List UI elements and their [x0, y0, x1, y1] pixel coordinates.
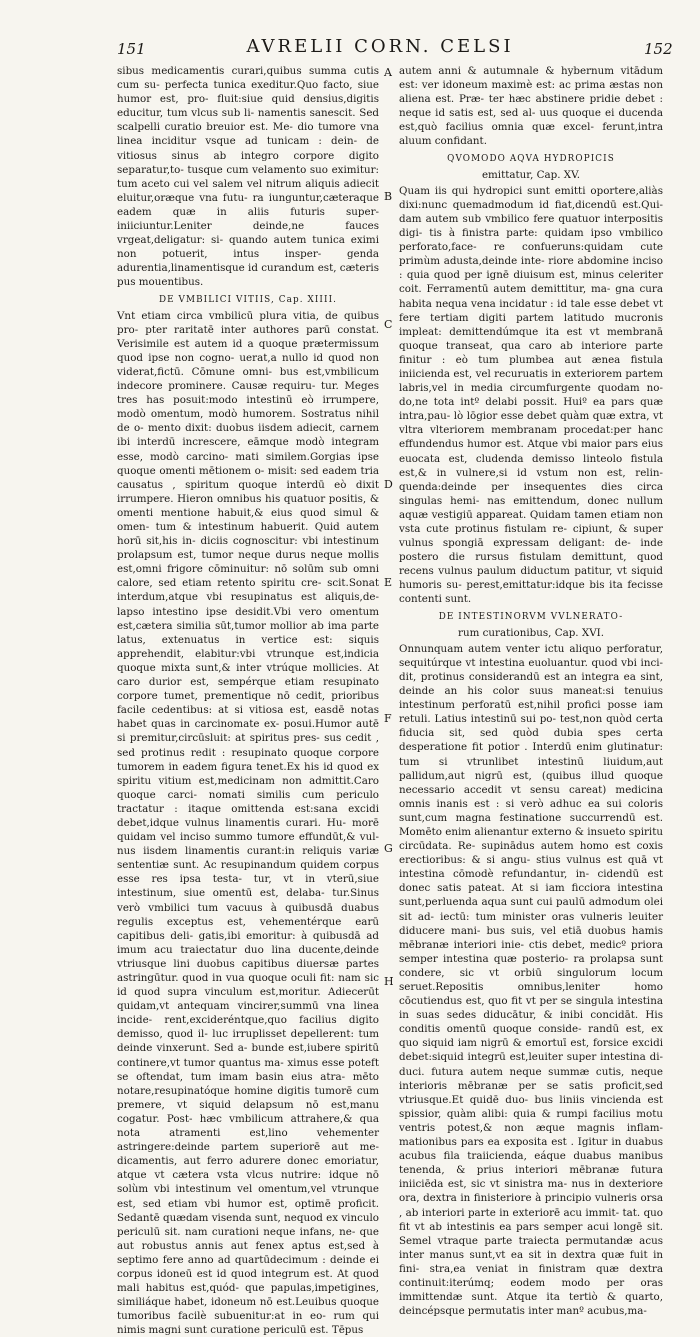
chapter-heading	[117, 293, 379, 307]
margin-letter-c: C	[384, 318, 393, 331]
body-paragraph: Onnunquam autem venter ictu aliquo perforatur, sequitúrque vt intestina euoluantur. quod vbi inci- dit, protinus considerandū est an integra ea sint, deinde an his color suus maneat:si tenuius intestinum perforatū est,nihil profici posse iam retuli. Latius intestinū sui po- test,non quòd certa fiducia sit, sed quòd dubia spes certa desperatione fit potior . Interdū enim glutinatur: tum si vtrunlibet intestinū liuidum,aut pallidum,aut nigrū est, (quibus illud quoque necessario accedit vt sensu careat) medicina omnis inanis est : si verò adhuc ea sui coloris sunt,cum magna festinatione succurrendū est. Momēto enim alienantur externo & insueto spiritu circūdata. Re- supinādus autem homo est coxis erectioribus: & si angu- stius vulnus est quā vt intestina cōmodè refundantur, in- cidendū est donec satis pateat. At si iam ficciora intestina sunt,perluenda aqua sunt cui paulū admodum olei sit ad- iectū: tum minister oras vulneris leuiter diducere mani- bus suis, vel etiā duobus hamis mēbranæ interiori inie- ctis debet, medicº priora semper intestina quæ posterio- ra prolapsa sunt condere, sic vt orbiū singulorum locum seruet.Repositis omnibus,leniter homo cōcutiendus est, quo fit vt per se singula intestina in suas sedes diducātur, & inibi concidāt. His conditis omentū quoque conside- randū est, ex quo siquid iam nigrū & emortuī est, forsice excidi debet:siquid integrū est,leuiter super intestina di- duci. futura autem neque summæ cutis, neque interioris mēbranæ per se satis proficit,sed vtriusque.Et quidē duo- bus liniis vincienda est spissior, quàm alibi: quia & rumpi facilius motu ventris potest,& non æque magnis inflam- mationibus pars ea exposita est . Igitur in duabus acubus fila traiicienda, eáque duabus manibus tenenda, & prius interiori mēbranæ futura iniiciēda est, sic vt sinistra ma- nus in dexteriore ora, dextra in finisteriore à principio vulneris orsa , ab interiori parte in exteriorē acu immit- tat. quo fit vt ab intestinis ea pars semper acui longē sit. Semel vtraque parte traiecta permutandæ acus inter manus sunt,vt ea sit in dextra quæ fuit in fini- stra,ea veniat in finistram quæ dextra continuit:iterúmq; eodem modo per oras immittendæ sunt. Atque ita tertiò & quarto, deincépsque permutatis inter manº acubus,ma-	[399, 642, 663, 1318]
body-paragraph: sibus medicamentis curari,quibus summa cutis cum su- perfecta tunica exeditur.Quo facto, siue humor est, pro- fluit:siue quid densius,digitis educitur, tum vlcus sub li- namentis sanescit. Sed scalpelli curatio breuior est. Me- dio tumore vna linea inciditur vsque ad tunicam : dein- de vitiosus sinus ab integro corpore digito separatur,to- tusque cum velamento suo eximitur: tum aceto cui vel salem vel nitrum aliquis adiecit eluitur,oræque vna futu- ra iunguntur,cæteraque eadem quæ in aliis futuris super- iniiciuntur.Leniter deinde,ne fauces vrgeat,deligatur: si- quando autem tunica eximi non potuerit, intus insper- genda adurentia,linamentisque id curandum est, cæteris pus mouentibus.	[117, 65, 379, 289]
margin-letter-a: A	[384, 66, 392, 79]
right-column	[399, 64, 663, 1318]
body-paragraph: Vnt etiam circa vmbilicū plura vitia, de quibus pro- pter raritatē inter authores parū constat. Verisimile est autem id a quoque prætermissum quod ipse non cogno- uerat,a nullo id quod non viderat,fictū. Cōmune omni- bus est,vmbilicum indecore prominere. Causæ requiru- tur. Meges tres has posuit:modo intestinū eò irrumpere, modò omentum, modò humorem. Sostratus nihil de o- mento dixit: duobus iisdem adiecit, carnem ibi interdū increscere, eāmque modò integram esse, modò carcino- mati similem.Gorgias ipse quoque omenti mētionem o- misit: sed eadem tria causatus , spiritum quoque interdū eò dixit irrumpere. Hieron omnibus his quatuor positis, & omenti mentione habuit,& eius quod simul & omen- tum & intestinum habuerit. Quid autem horū sit,his in- diciis cognoscitur: vbi intestinum prolapsum est, tumor neque durus neque mollis est,omni frigore cōminuitur: nō solūm sub omni calore, sed etiam retento spiritu cre- scit.Sonat interdum,atque vbi resupinatus est aliquis,de- lapso intestino ipse desidit.Vbi vero omentum est,cætera similia sūt,tumor mollior ab ima parte latus, extenuatus in vertice est: siquis apprehendit, elabitur:vbi vtrunque est,indicia quoque mixta sunt,& inter vtrúque mollicies. At caro durior est, sempérque etiam resupinato corpore tumet, prementique nō cedit, prioribus facile cedentibus: at si vitiosa est, easdē notas habet quas in carcinomate ex- posui.Humor autē si premitur,circūsluit: at spiritus pres- sus cedit , sed protinus redit : resupinato quoque corpore tumorem in eadem figura tenet.Ex his id quod ex spiritu vitium est,medicinam non admittit.Caro quoque carci- nomati similis cum periculo tractatur : itaque omittenda est:sana excidi debet,idque vulnus linamentis curari. Hu- morē quidam vel inciso summo tumore effundūt,& vul- nus iisdem linamentis curant:in reliquis variæ sententiæ sunt. Ac resupinandum quidem corpus esse res ipsa testa- tur, vt in vterū,siue intestinum, siue omentū est, delaba- tur.Sinus verò vmbilici tum vacuus à quibusdā duabus regulis exceptus est, vehementérque earū capitibus deli- gatis,ibi emoritur: à quibusdā ad imum acu traiectatur duo lina ducente,deinde vtriusque lini duobus capitibus diuersæ partes astringūtur. quod in vua quoque oculi fit: nam sic id quod supra vinculum est,moritur. Adiecerūt quidam,vt antequam vincirer,summū vna linea incide- rent,excideréntque,quo facilius digito demisso, quod il- luc irruplisset depellerent: tum deinde vinxerunt. Sed a- bunde est,iubere spiritū continere,vt tumor quantus ma- ximus esse poteft se oftendat, tum imam basin eius atra- mēto notare,resupinatóque homine digitis tumorē cum premere, vt siquid delapsum nō est,manu cogatur. Post- hæc vmbilicum attrahere,& qua nota atramenti est,lino vehementer astringere:deinde partem superiorē aut me- dicamentis, aut ferro adurere donec emoriatur, atque vt cætera vsta vlcus nutrire: idque nō solùm vbi intestinum vel omentum,vel vtrunque est, sed etiam vbi humor est, optimē proficit. Sedantē quædam visenda sunt, nequod ex vinculo periculū sit. nam curationi neque infans, ne- que aut robustus annis aut fenex aptus est,sed à septimo fere anno ad quartūdecimum : deinde ei corpus idoneū est id quod integrum est. At quod mali habitus est,quód- que papulas,impetigines, similiáque habet, idoneum nō est.Leuibus quoque tumoribus facilè subuenitur:at in eo- rum qui nimis magni sunt curatione periculū est. Tēpus	[117, 309, 379, 1337]
chapter-subtitle	[399, 168, 663, 182]
running-title: AVRELII CORN. CELSI	[246, 36, 514, 57]
page-number-left: 151	[117, 40, 146, 58]
chapter-title: DE INTESTINORVM VVLNERATO-	[438, 611, 624, 622]
chapter-subtitle-text: rum curationibus,	[458, 626, 552, 639]
margin-letter-g: G	[384, 842, 393, 855]
chapter-number: Cap. XIIII.	[278, 294, 338, 305]
page-number-right: 152	[644, 40, 673, 58]
margin-letter-e: E	[384, 576, 393, 589]
margin-letter-d: D	[384, 478, 393, 491]
chapter-title: QVOMODO AQVA HYDROPICIS	[447, 153, 615, 164]
chapter-subtitle-text: emittatur,	[481, 168, 534, 181]
margin-letter-b: B	[384, 190, 393, 203]
chapter-title: DE VMBILICI VITIIS,	[158, 294, 275, 305]
chapter-number: Cap. XVI.	[554, 626, 604, 639]
body-paragraph: Quam iis qui hydropici sunt emitti oportere,aliàs dixi:nunc quemadmodum id fiat,dicendū est.Qui- dam autem sub vmbilico fere quatuor interpositis digi- tis à finistra parte: quidam ipso vmbilico perforato,face- re confueruns:quidam cute primùm adusta,deinde inte- riore abdomine inciso : quia quod per ignē diuisum est, minus celeriter coit. Ferramentū autem demittitur, ma- gna cura habita nequa vena incidatur : id tale esse debet vt fere tertiam digiti partem latitudo mucronis impleat: demittendúmque ita est vt membranā quoque transeat, qua caro ab interiore parte finitur : eò tum plumbea aut ænea fistula iniicienda est, vel recuruatis in exteriorem partem labris,vel in media circumfurgente quodam no- do,ne tota intº delabi possit. Huiº ea pars quæ intra,pau- lò lōgior esse debet quàm quæ extra, vt vltra vlteriorem membranam procedat:per hanc effundendus humor est. Atque vbi maior pars eius euocata est, cludenda demisso linteolo fistula est,& in vulnere,si id vstum non est, relin- quenda:deinde per insequentes dies circa singulas hemi- nas emittendum, donec nullum aquæ vestigiū appareat. Quidam tamen etiam non vsta cute protinus fistulam re- cipiunt, & super vulnus spongiā expressam deligant: de- inde postero die rursus fistulam demittunt, quod recens vulnus paulum diductum patitur, vt siquid humoris su- perest,emittatur:idque bis ita fecisse contenti sunt.	[399, 184, 663, 606]
chapter-number: Cap. XV.	[536, 168, 581, 181]
body-paragraph: autem anni & autumnale & hybernum vitādum est: ver idoneum maximè est: ac prima æstas non aliena est. Præ- ter hæc abstinere pridie debet : neque id satis est, sed al- uus quoque ei ducenda est,quò facilius omnia quæ excel- ferunt,intra aluum confidant.	[399, 65, 663, 148]
chapter-subtitle	[399, 626, 663, 640]
margin-letter-f: F	[384, 712, 392, 725]
left-column	[117, 64, 379, 1337]
margin-letter-h: H	[384, 975, 394, 988]
